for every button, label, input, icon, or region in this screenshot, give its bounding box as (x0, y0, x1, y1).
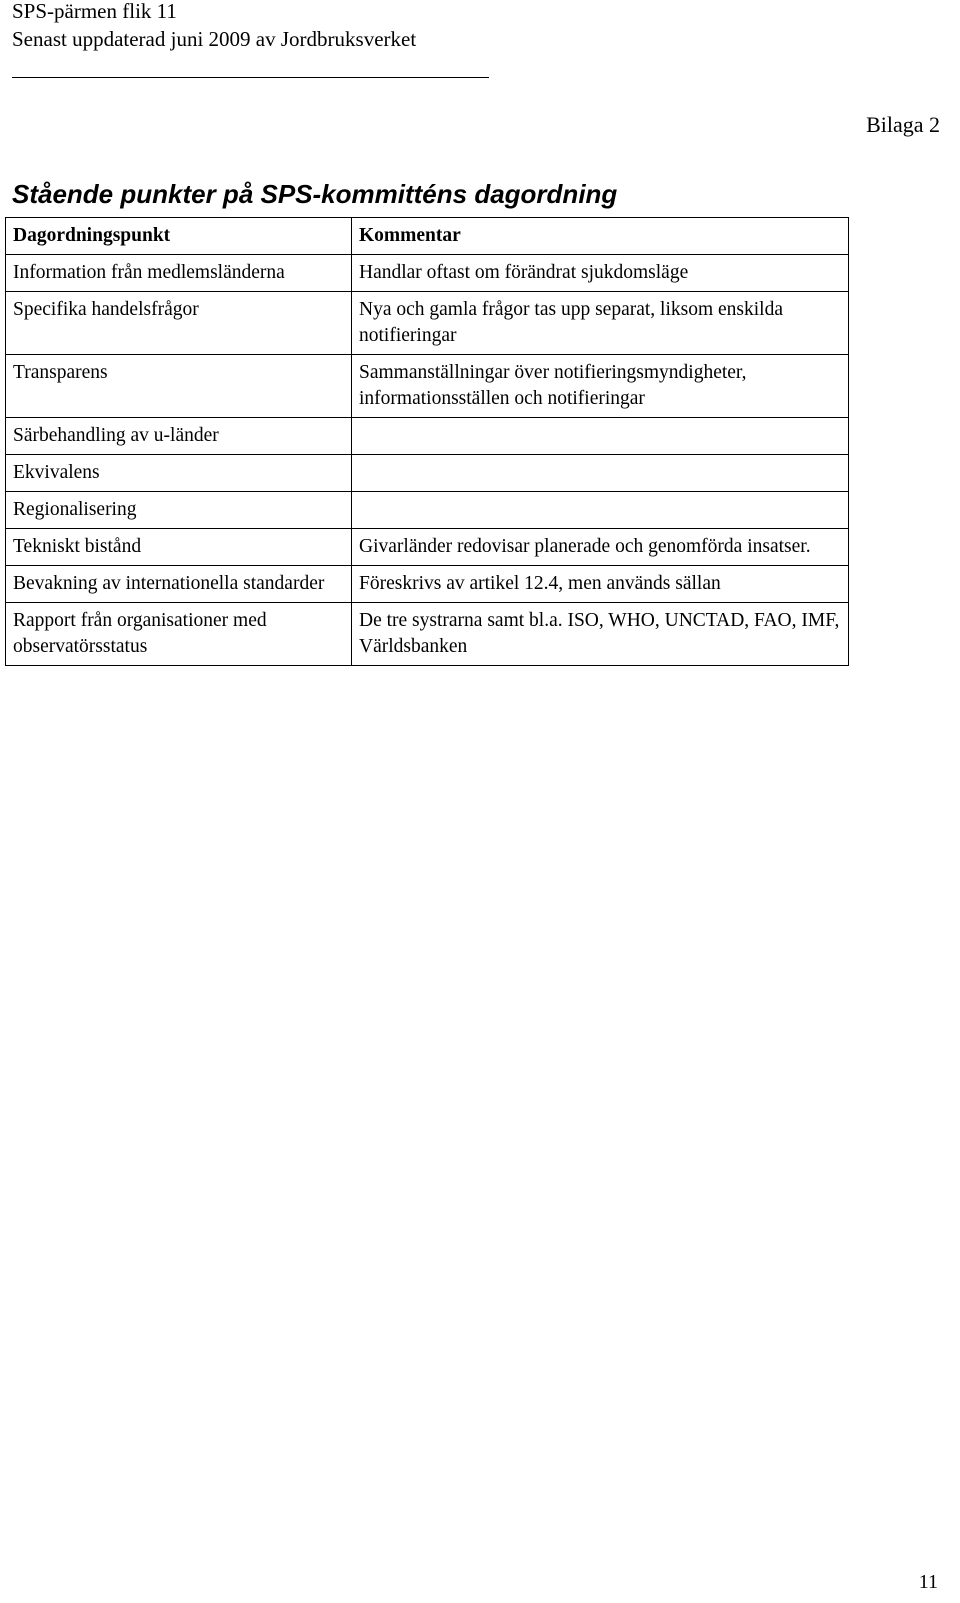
comment-cell: Sammanställningar över notifieringsmyndigheter, informationsställen och notifieringar (352, 355, 849, 418)
agenda-item-cell: Specifika handelsfrågor (6, 292, 352, 355)
table-row (6, 255, 849, 292)
table-row (6, 355, 849, 418)
header-binder-tab: SPS-pärmen flik 11 (12, 0, 177, 23)
table-row (6, 603, 849, 666)
comment-cell: Föreskrivs av artikel 12.4, men används sällan (352, 566, 849, 603)
comment-cell (352, 418, 849, 455)
table-row (6, 566, 849, 603)
agenda-item-cell: Transparens (6, 355, 352, 418)
agenda-item-cell: Information från medlemsländerna (6, 255, 352, 292)
comment-cell: De tre systrarna samt bl.a. ISO, WHO, UNCTAD, FAO, IMF, Världsbanken (352, 603, 849, 666)
comment-cell (352, 455, 849, 492)
table-row (6, 292, 849, 355)
column-header-comment: Kommentar (352, 218, 849, 255)
agenda-table (5, 217, 849, 666)
table-header-row (6, 218, 849, 255)
agenda-item-cell: Bevakning av internationella standarder (6, 566, 352, 603)
appendix-label: Bilaga 2 (866, 112, 940, 137)
agenda-item-cell: Särbehandling av u-länder (6, 418, 352, 455)
agenda-item-cell: Tekniskt bistånd (6, 529, 352, 566)
table-row (6, 455, 849, 492)
table-row (6, 529, 849, 566)
agenda-item-cell: Regionalisering (6, 492, 352, 529)
comment-cell: Handlar oftast om förändrat sjukdomsläge (352, 255, 849, 292)
page-number: 11 (918, 1571, 938, 1593)
column-header-agenda-item: Dagordningspunkt (6, 218, 352, 255)
page-title: Stående punkter på SPS-kommitténs dagordning (12, 179, 618, 209)
table-row (6, 418, 849, 455)
comment-cell: Givarländer redovisar planerade och genomförda insatser. (352, 529, 849, 566)
header-updated-note: Senast uppdaterad juni 2009 av Jordbruksverket (12, 27, 417, 51)
table-row (6, 492, 849, 529)
comment-cell: Nya och gamla frågor tas upp separat, liksom enskilda notifieringar (352, 292, 849, 355)
header-divider (12, 77, 489, 78)
agenda-item-cell: Ekvivalens (6, 455, 352, 492)
comment-cell (352, 492, 849, 529)
agenda-item-cell: Rapport från organisationer med observatörsstatus (6, 603, 352, 666)
